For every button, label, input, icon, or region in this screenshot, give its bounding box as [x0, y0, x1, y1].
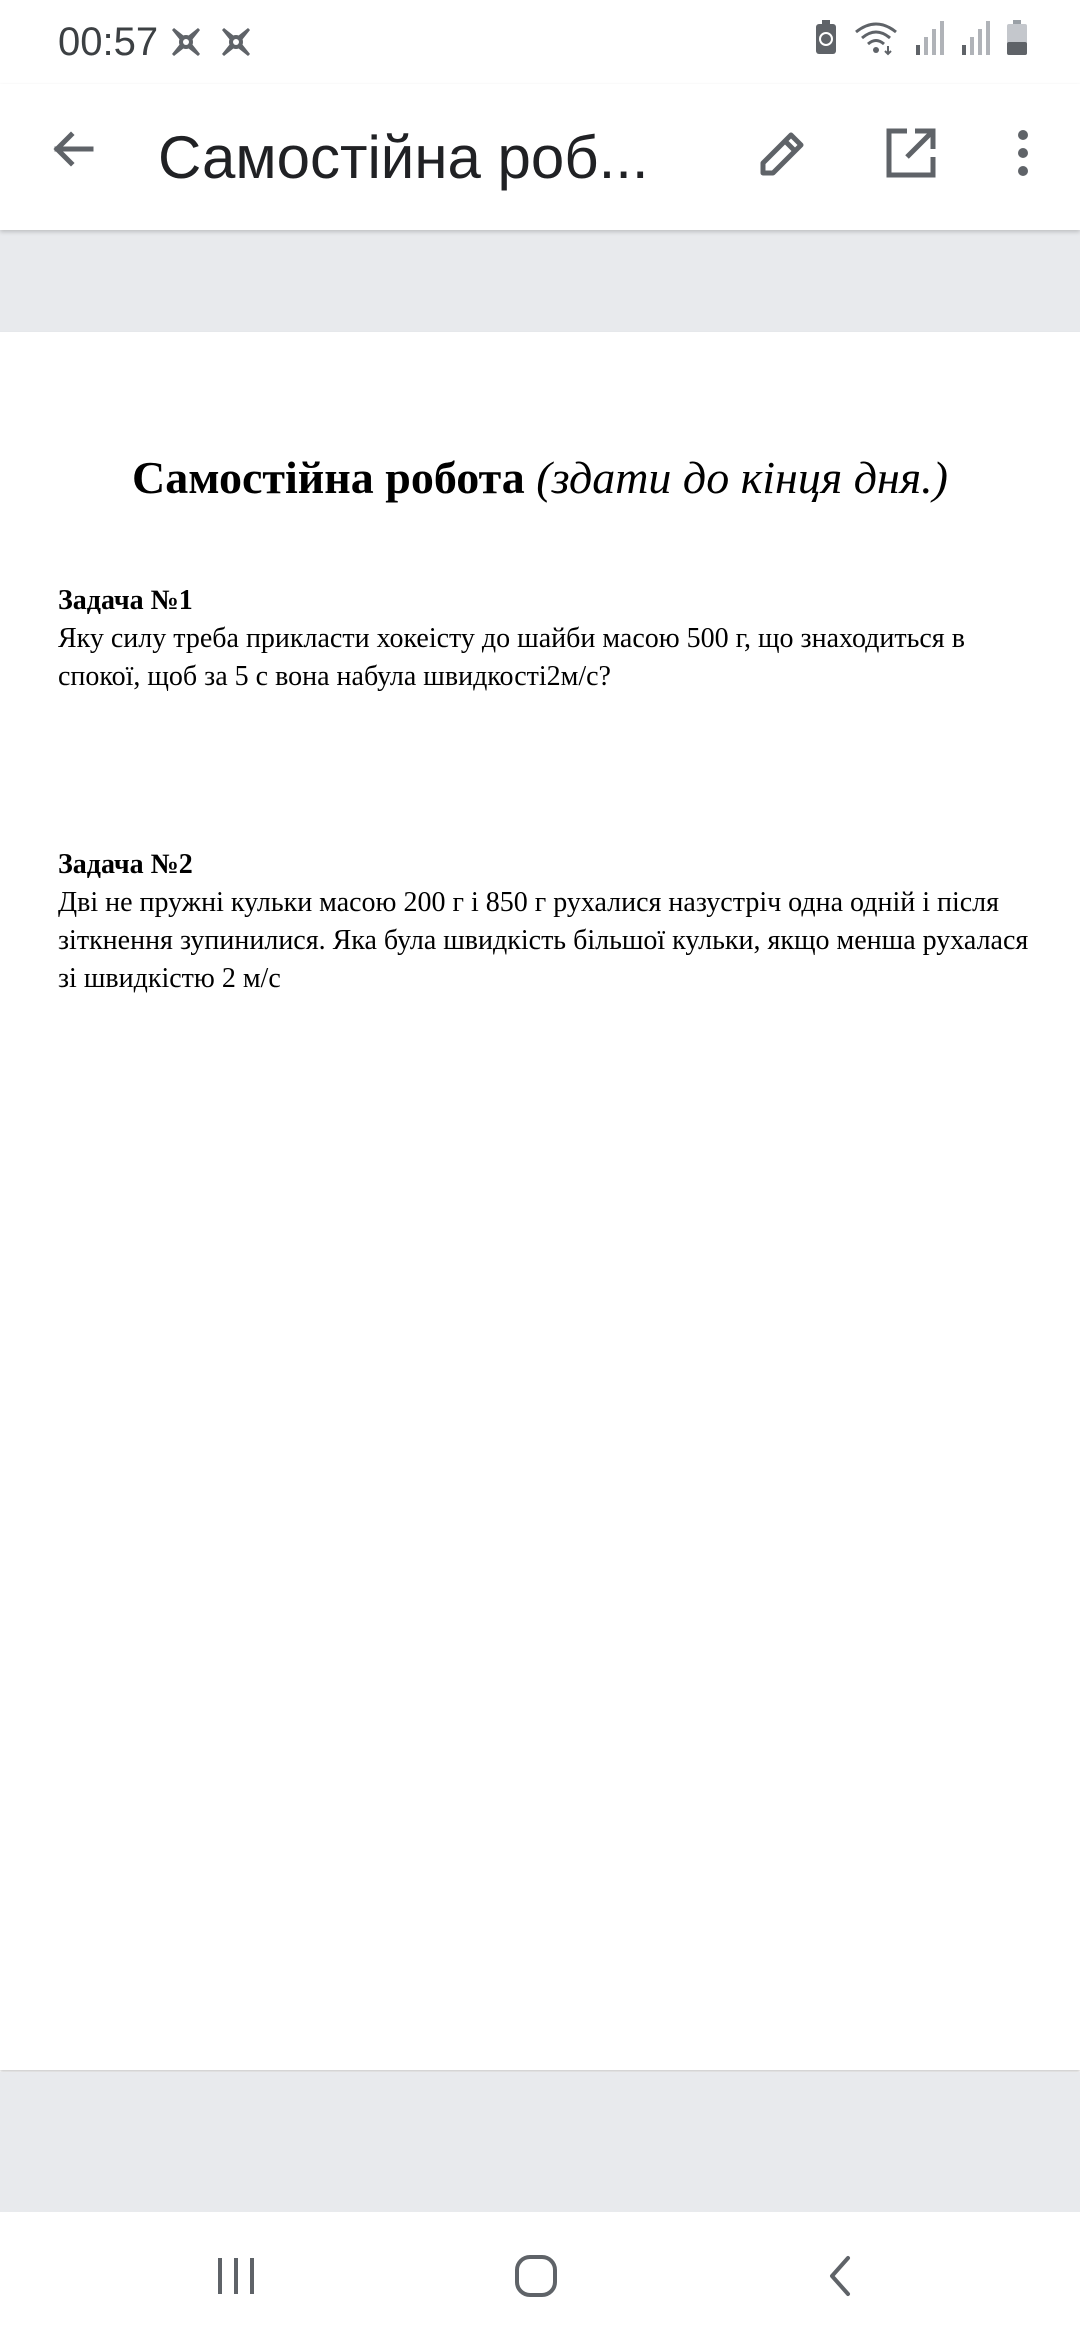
- document-title: Самостійна роб...: [158, 124, 649, 191]
- open-in-new-icon: [885, 127, 937, 179]
- app-notification-icon: [216, 22, 256, 62]
- recents-button[interactable]: [196, 2236, 276, 2316]
- more-options-button[interactable]: [998, 118, 1048, 188]
- task-title: Задача №2: [58, 849, 193, 880]
- status-time: 00:57: [58, 20, 159, 64]
- task-block: [58, 582, 1038, 696]
- home-icon: [512, 2252, 560, 2300]
- pencil-icon: [757, 127, 809, 179]
- navigation-bar: [0, 2212, 1080, 2340]
- back-arrow-icon: [49, 125, 97, 173]
- system-back-button[interactable]: [800, 2236, 880, 2316]
- back-icon: [822, 2252, 858, 2300]
- app-notification-icon: [166, 22, 206, 62]
- document-heading: [0, 450, 1080, 506]
- status-indicators: [814, 20, 1028, 61]
- signal-icon: [914, 21, 944, 60]
- open-in-new-button[interactable]: [876, 118, 946, 188]
- task-title: Задача №1: [58, 585, 193, 616]
- battery-saver-icon: [814, 20, 838, 61]
- wifi-icon: [854, 20, 898, 61]
- recents-icon: [214, 2256, 258, 2296]
- app-bar: [0, 84, 1080, 230]
- task-text: Дві не пружні кульки масою 200 г і 850 г рухалися назустріч одна одній і після зіткнення зупинилися. Яка була швидкість більшої кульки, якщо менша рухалася зі швидкістю 2 м/с: [58, 887, 1029, 994]
- more-vert-icon: [1015, 129, 1031, 177]
- viewer-background: [0, 230, 1080, 332]
- status-bar: [0, 0, 1080, 84]
- battery-icon: [1006, 20, 1028, 61]
- notification-icons: [166, 22, 256, 62]
- back-button[interactable]: [38, 114, 108, 184]
- signal-icon: [960, 21, 990, 60]
- heading-note: (здати до кінця дня.): [536, 452, 948, 503]
- home-button[interactable]: [496, 2236, 576, 2316]
- task-text: Яку силу треба прикласти хокеісту до шайби масою 500 г, що знаходиться в спокої, щоб за 5 с вона набула швидкості2м/с?: [58, 623, 965, 692]
- edit-button[interactable]: [748, 118, 818, 188]
- heading-title: Самостійна робота: [132, 452, 525, 503]
- document-page[interactable]: [0, 332, 1080, 2070]
- task-block: [58, 846, 1038, 998]
- viewer-background: [0, 2072, 1080, 2212]
